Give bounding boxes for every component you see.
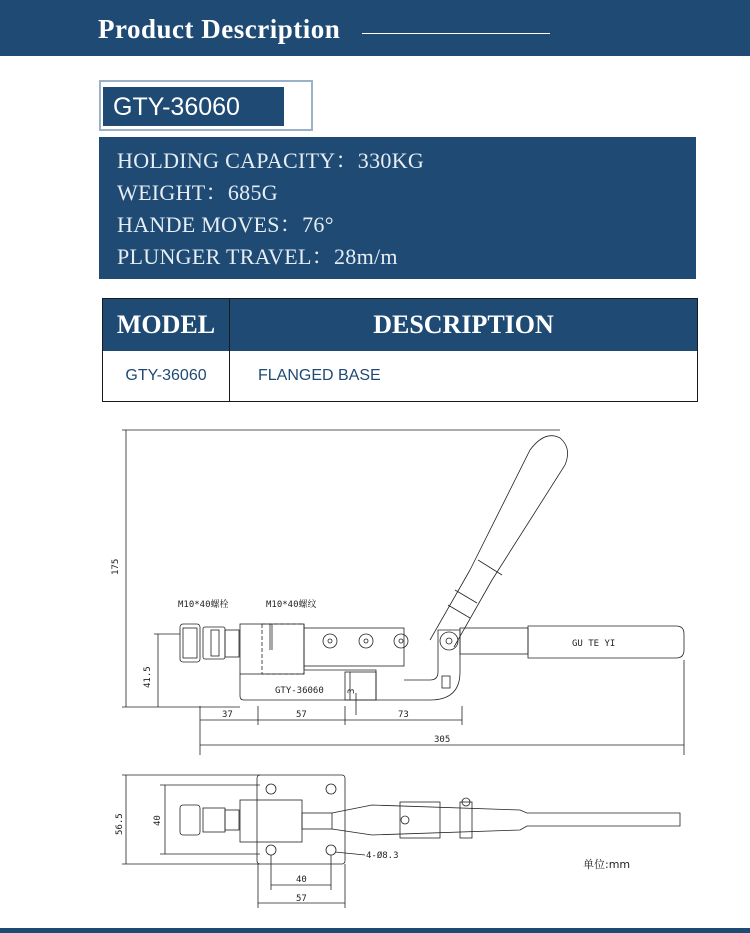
spec-holding-capacity: HOLDING CAPACITY：330KG: [117, 148, 425, 173]
model-badge-label: GTY-36060: [113, 93, 240, 121]
page-title: Product Description: [98, 14, 341, 44]
header-banner: [0, 0, 750, 56]
label-bolt: M10*40螺栓: [178, 600, 229, 610]
table-header: [103, 299, 697, 351]
label-unit: 单位:mm: [583, 858, 631, 871]
label-thread: M10*40螺纹: [266, 600, 317, 610]
header-model: MODEL: [116, 310, 216, 339]
dim-305: 305: [434, 735, 451, 745]
title-underline: [362, 33, 550, 34]
spec-plunger-travel: PLUNGER TRAVEL：28m/m: [117, 244, 398, 269]
dim-40-vertical: 40: [153, 815, 163, 826]
header-description: DESCRIPTION: [373, 310, 554, 339]
label-holes: 4-Ø8.3: [366, 851, 399, 861]
cell-description: FLANGED BASE: [258, 367, 381, 384]
dim-41-5: 41.5: [143, 666, 153, 688]
cell-model: GTY-36060: [125, 367, 207, 384]
footer-bar: [0, 928, 750, 933]
dim-57-bottom: 57: [296, 894, 307, 904]
spec-weight: WEIGHT：685G: [117, 180, 278, 205]
dim-40-horizontal: 40: [296, 875, 307, 885]
dim-175: 175: [111, 558, 121, 575]
dim-56-5: 56.5: [115, 813, 125, 835]
spec-handle-moves: HANDE MOVES：76°: [117, 212, 334, 237]
dim-57: 57: [296, 710, 307, 720]
model-badge: [99, 80, 313, 131]
model-table: [102, 298, 698, 402]
label-handle-brand: GU TE YI: [572, 639, 616, 649]
spec-panel: [99, 137, 696, 279]
model-badge-fill: [103, 87, 284, 126]
technical-drawing: [0, 410, 750, 933]
dim-37: 37: [222, 710, 233, 720]
dim-3: 3: [347, 688, 357, 694]
dim-73: 73: [398, 710, 409, 720]
column-divider: [229, 299, 230, 401]
label-body-model: GTY-36060: [275, 686, 324, 696]
